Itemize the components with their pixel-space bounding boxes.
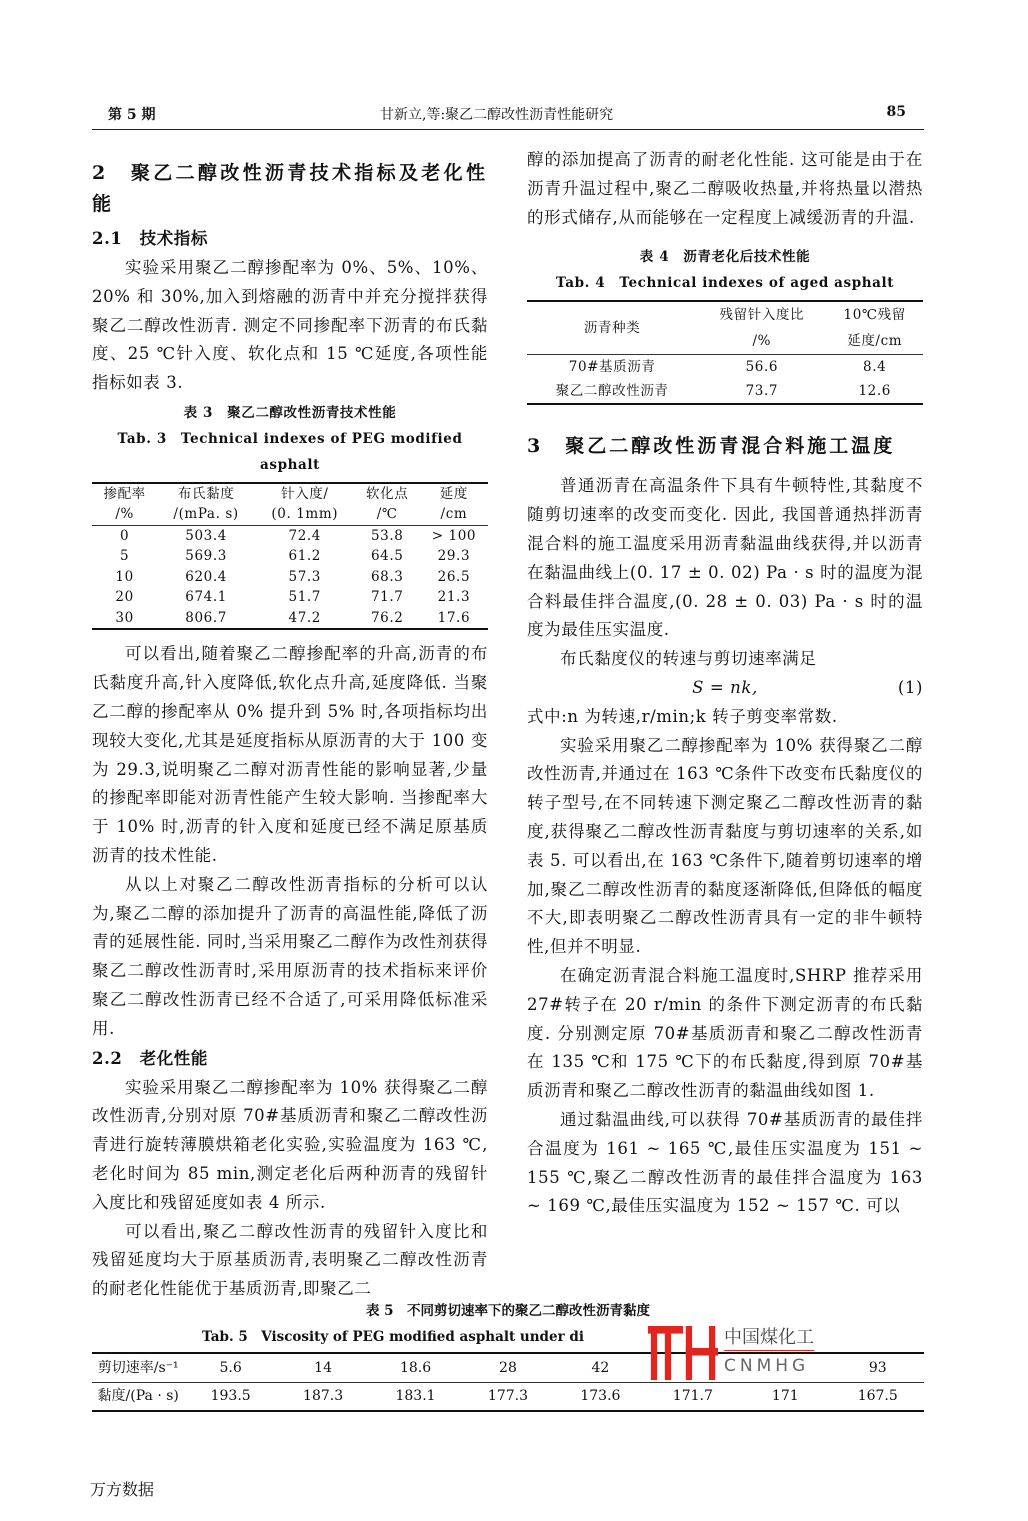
- equation-1: [527, 674, 923, 703]
- cell: 569.3: [185, 548, 227, 565]
- cell: 187.3: [303, 1388, 344, 1404]
- col-unit: /℃: [355, 504, 420, 525]
- table-row: [527, 379, 923, 404]
- cnmhg-logo-icon: [648, 1326, 718, 1380]
- paragraph: 可以看出,聚乙二醇改性沥青的残留针入度比和残留延度均大于原基质沥青,表明聚乙二醇改性沥青的耐老化性能优于基质沥青,即聚乙二: [92, 1221, 488, 1299]
- page-number: 85: [886, 104, 906, 120]
- table-3: [92, 400, 488, 631]
- cell: 14: [277, 1353, 369, 1382]
- cell: 620.4: [185, 568, 227, 585]
- paragraph: 通过黏温曲线,可以获得 70#基质沥青的最佳拌合温度为 161 ~ 165 ℃,最佳压实温度为 151 ~ 155 ℃,聚乙二醇改性沥青的最佳拌合温度为 163 ~ 169 ℃,最佳压实温度为 152 ~ 157 ℃. 可以: [527, 1109, 923, 1216]
- paragraph: 实验采用聚乙二醇掺配率为 0%、5%、10%、20% 和 30%,加入到熔融的沥青中并充分搅拌获得聚乙二醇改性沥青. 测定不同掺配率下沥青的布氏黏度、25 ℃针入度、软化点和 15 ℃延度,各项性能指标如表 3.: [92, 258, 488, 393]
- row-header: 黏度/(Pa · s): [97, 1388, 179, 1404]
- col-unit: 延度/cm: [826, 328, 923, 355]
- cell: 71.7: [370, 589, 404, 606]
- watermark-en: CNMHG: [724, 1356, 810, 1376]
- cell: 28: [462, 1353, 554, 1382]
- issue-number: 第 5 期: [108, 107, 156, 123]
- cell: > 100: [431, 527, 477, 544]
- paragraph: 可以看出,随着聚乙二醇掺配率的升高,沥青的布氏黏度升高,针入度降低,软化点升高,延度降低. 当聚乙二醇的掺配率从 0% 提升到 5% 时,各项指标均出现较大变化,尤其是延度指标从原沥青的大于 100 变为 29.3,说明聚乙二醇对沥青性能的影响显著,少量的掺配率即能对沥青性能产生较大影响. 当掺配率大于 10% 时,沥青的针入度和延度已经不满足原基质沥青的技术性能.: [92, 644, 488, 866]
- table-4-caption-en: Tab. 4 Technical indexes of aged asphalt: [555, 275, 895, 292]
- equation: S = nk,: [692, 677, 758, 697]
- cell: 26.5: [437, 568, 471, 585]
- cell: 173.6: [580, 1388, 621, 1404]
- running-title: 甘新立,等:聚乙二醇改性沥青性能研究: [380, 107, 614, 123]
- cell: 17.6: [437, 609, 471, 626]
- table-5-caption-en: Tab. 5 Viscosity of PEG modified asphalt under di: [202, 1329, 584, 1345]
- cell: 18.6: [369, 1353, 461, 1382]
- cell: 12.6: [858, 383, 891, 400]
- section-2-1-title: 2.1 技术指标: [92, 229, 209, 248]
- col-header: 延度: [439, 485, 468, 502]
- left-column: [92, 158, 488, 1304]
- cell: 503.4: [185, 527, 227, 544]
- cell: 61.2: [288, 548, 321, 565]
- table-4-caption-cn: 表 4 沥青老化后技术性能: [639, 249, 811, 266]
- cell: 5: [120, 548, 130, 565]
- paragraph: 从以上对聚乙二醇改性沥青指标的分析可以认为,聚乙二醇的添加提升了沥青的高温性能,降低了沥青的延展性能. 同时,当采用聚乙二醇作为改性剂获得聚乙二醇改性沥青时,采用原沥青的技术指标来评价聚乙二醇改性沥青已经不合适了,可采用降低标准采用.: [92, 874, 488, 1038]
- paragraph: 实验采用聚乙二醇掺配率为 10% 获得聚乙二醇改性沥青,并通过在 163 ℃条件下改变布氏黏度仪的转子型号,在不同转速下测定聚乙二醇改性沥青的黏度,获得聚乙二醇改性沥青黏度与剪切速率的关系,如表 5. 可以看出,在 163 ℃条件下,随着剪切速率的增加,聚乙二醇改性沥青的黏度逐渐降低,但降低的幅度不大,即表明聚乙二醇改性沥青具有一定的非牛顿特性,但并不明显.: [527, 735, 923, 957]
- table-3-caption-en: Tab. 3 Technical indexes of PEG modified asphalt: [117, 430, 463, 473]
- cell: 73.7: [745, 383, 779, 400]
- cell: 76.2: [370, 609, 404, 626]
- col-unit: /%: [697, 328, 826, 355]
- cell: 171: [771, 1388, 799, 1404]
- watermark-logo: [648, 1326, 826, 1380]
- cell: 171.7: [672, 1388, 713, 1404]
- cell: 聚乙二醇改性沥青: [555, 383, 669, 400]
- col-header: 针入度/: [281, 485, 329, 502]
- cell: 21.3: [437, 589, 471, 606]
- table-row: [92, 587, 488, 608]
- paragraph: 普通沥青在高温条件下具有牛顿特性,其黏度不随剪切速率的改变而变化. 因此, 我国普通热拌沥青混合料的施工温度采用沥青黏温曲线获得,并以沥青在黏温曲线上(0. 17 ± 0. 02) Pa · s 时的温度为混合料最佳拌合温度,(0. 28 ± 0. 03) Pa · s 时的温度为最佳压实温度.: [527, 476, 923, 640]
- cell: 30: [115, 609, 134, 626]
- footer-source: 万方数据: [90, 1480, 155, 1499]
- cell: 674.1: [185, 589, 227, 606]
- cell: 93: [832, 1353, 925, 1382]
- table-5-caption-cn: 表 5 不同剪切速率下的聚乙二醇改性沥青黏度: [365, 1303, 651, 1319]
- cell: 183.1: [395, 1388, 436, 1404]
- col-header: 布氏黏度: [177, 485, 235, 502]
- cell: 51.7: [288, 589, 321, 606]
- col-unit: /cm: [420, 504, 488, 525]
- table-3-caption-cn: 表 3 聚乙二醇改性沥青技术性能: [183, 404, 397, 421]
- paragraph: 实验采用聚乙二醇掺配率为 10% 获得聚乙二醇改性沥青,分别对原 70#基质沥青和聚乙二醇改性沥青进行旋转薄膜烘箱老化实验,实验温度为 163 ℃,老化时间为 85 min,测定老化后两种沥青的残留针入度比和残留延度如表 4 所示.: [92, 1077, 488, 1212]
- paragraph: 式中:n 为转速,r/min;k 转子剪变率常数.: [527, 706, 838, 726]
- col-unit: /%: [92, 504, 157, 525]
- col-unit: (0. 1mm): [255, 504, 355, 525]
- table-row: [92, 546, 488, 567]
- watermark-cn: 中国煤化工: [724, 1326, 814, 1351]
- cell: 47.2: [288, 609, 321, 626]
- right-column: [527, 146, 923, 1221]
- col-header: 掺配率: [103, 485, 146, 502]
- paragraph: 醇的添加提高了沥青的耐老化性能. 这可能是由于在沥青升温过程中,聚乙二醇吸收热量,并将热量以潜热的形式储存,从而能够在一定程度上减缓沥青的升温.: [527, 150, 923, 227]
- cell: 29.3: [437, 548, 471, 565]
- table-row: [92, 608, 488, 630]
- cell: 10: [115, 568, 134, 585]
- row-header: 剪切速率/s⁻¹: [92, 1353, 184, 1382]
- section-2-title: 2 聚乙二醇改性沥青技术指标及老化性能: [92, 162, 488, 215]
- cell: 167.5: [857, 1388, 898, 1404]
- cell: 20: [115, 589, 134, 606]
- col-header: 沥青种类: [527, 301, 697, 355]
- table-row: [92, 567, 488, 588]
- cell: 68.3: [370, 568, 404, 585]
- cell: 53.8: [370, 527, 404, 544]
- cell: 193.5: [210, 1388, 251, 1404]
- cell: 42: [554, 1353, 646, 1382]
- table-4: [527, 244, 923, 405]
- cell: 64.5: [370, 548, 404, 565]
- equation-number: (1): [897, 677, 923, 697]
- col-header: 软化点: [366, 485, 409, 502]
- section-3-title: 3 聚乙二醇改性沥青混合料施工温度: [527, 435, 896, 458]
- col-header: 10℃残留: [843, 307, 906, 324]
- cell: 8.4: [863, 359, 887, 376]
- running-header: [92, 100, 924, 130]
- paragraph: 在确定沥青混合料施工温度时,SHRP 推荐采用 27#转子在 20 r/min 的条件下测定沥青的布氏黏度. 分别测定原 70#基质沥青和聚乙二醇改性沥青在 135 ℃和 175 ℃下的布氏黏度,得到原 70#基质沥青和聚乙二醇改性沥青的黏温曲线如图 1.: [527, 965, 923, 1101]
- cell: 0: [120, 527, 130, 544]
- paragraph: 布氏黏度仪的转速与剪切速率满足: [560, 649, 817, 669]
- section-2-2-title: 2.2 老化性能: [92, 1048, 209, 1068]
- cell: 177.3: [487, 1388, 529, 1404]
- col-unit: /(mPa. s): [157, 504, 255, 525]
- cell: 57.3: [288, 568, 321, 585]
- cell: 72.4: [288, 527, 321, 544]
- cell: 5.6: [184, 1353, 276, 1382]
- cell: 70#基质沥青: [568, 359, 656, 376]
- cell: 56.6: [745, 359, 779, 376]
- table-row: [92, 525, 488, 546]
- col-header: 残留针入度比: [719, 307, 805, 324]
- cell: 806.7: [185, 609, 227, 626]
- table-row: [527, 355, 923, 380]
